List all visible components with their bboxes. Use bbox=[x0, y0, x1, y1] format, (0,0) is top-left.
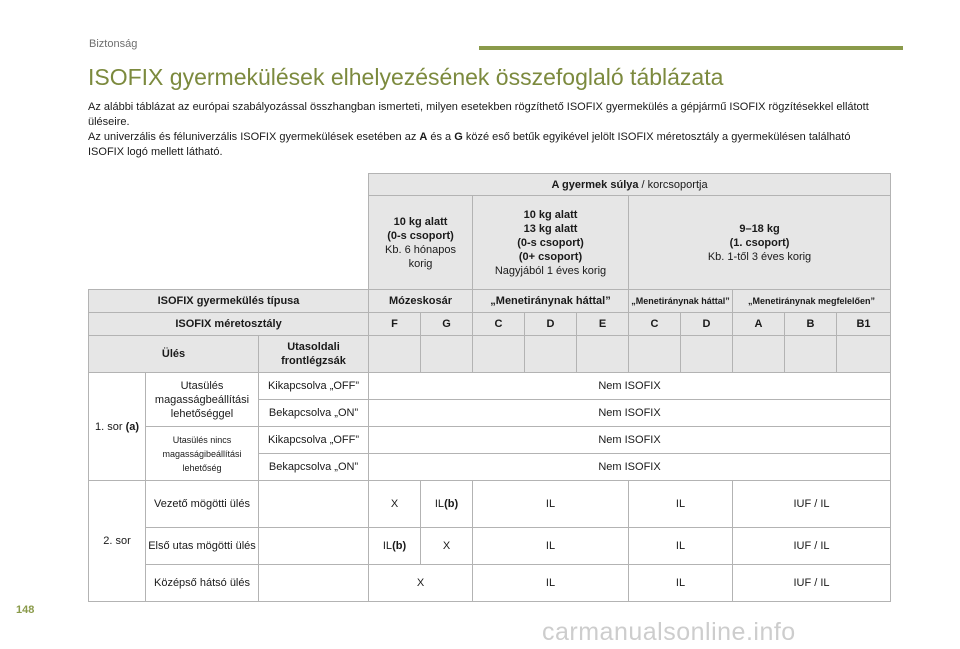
not-isofix-cell: Nem ISOFIX bbox=[369, 373, 891, 400]
not-isofix-cell: Nem ISOFIX bbox=[369, 454, 891, 481]
size-class: A bbox=[733, 313, 785, 336]
rear-seat-value: IL bbox=[473, 565, 629, 602]
seat-without-height-adjust: Utasülés nincs magasságibeállítási lehetőség bbox=[146, 427, 259, 481]
size-class: E bbox=[577, 313, 629, 336]
size-class: G bbox=[421, 313, 473, 336]
seat-type-label: ISOFIX gyermekülés típusa bbox=[89, 290, 369, 313]
row-2-label: 2. sor bbox=[89, 481, 146, 602]
size-class: C bbox=[629, 313, 681, 336]
intro-text bbox=[88, 100, 878, 160]
rear-seat-value: IL(b) bbox=[421, 481, 473, 528]
rear-seat-name: Középső hátsó ülés bbox=[146, 565, 259, 602]
type-rear-facing: „Menetiránynak háttal” bbox=[473, 290, 629, 313]
airbag-on: Bekapcsolva „ON” bbox=[259, 400, 369, 427]
rear-seat-value: IL(b) bbox=[369, 528, 421, 565]
rear-seat-value: IL bbox=[473, 528, 629, 565]
size-class: B bbox=[785, 313, 837, 336]
rear-seat-value: IUF / IL bbox=[733, 481, 891, 528]
rear-seat-value: IUF / IL bbox=[733, 565, 891, 602]
type-carrycot: Mózeskosár bbox=[369, 290, 473, 313]
passenger-airbag-label: Utasoldali frontlégzsák bbox=[259, 336, 369, 373]
seat-label: Ülés bbox=[89, 336, 259, 373]
size-class: D bbox=[525, 313, 577, 336]
not-isofix-cell: Nem ISOFIX bbox=[369, 427, 891, 454]
rear-seat-value: IL bbox=[629, 528, 733, 565]
size-class: C bbox=[473, 313, 525, 336]
size-class: D bbox=[681, 313, 733, 336]
rear-seat-name: Vezető mögötti ülés bbox=[146, 481, 259, 528]
rear-seat-value: IL bbox=[473, 481, 629, 528]
seat-with-height-adjust: Utasülés magasságbeállítási lehetőséggel bbox=[146, 373, 259, 427]
page-number: 148 bbox=[16, 604, 35, 616]
rear-seat-value: IL bbox=[629, 565, 733, 602]
header-accent-bar bbox=[479, 46, 903, 50]
section-label: Biztonság bbox=[89, 38, 138, 50]
intro-paragraph-2: Az univerzális és féluniverzális ISOFIX gyermekülések esetében az A és a G közé eső betűk egyikével jelölt ISOFIX méretosztály a gyermekülésen található ISOFIX logó mellett látható. bbox=[88, 131, 851, 158]
rear-seat-value: IL bbox=[629, 481, 733, 528]
rear-seat-value: X bbox=[421, 528, 473, 565]
not-isofix-cell: Nem ISOFIX bbox=[369, 400, 891, 427]
airbag-off: Kikapcsolva „OFF” bbox=[259, 427, 369, 454]
group-0-header: 10 kg alatt (0-s csoport) Kb. 6 hónapos korig bbox=[369, 196, 473, 290]
watermark: carmanualsonline.info bbox=[542, 618, 796, 646]
intro-paragraph-1: Az alábbi táblázat az európai szabályozással összhangban ismerteti, milyen esetekben rögzíthető ISOFIX gyermekülés a gépjármű ISOFIX rögzítésekkel ellátott üléseire. bbox=[88, 101, 869, 128]
group-1-header: 9–18 kg (1. csoport) Kb. 1-től 3 éves korig bbox=[629, 196, 891, 290]
type-rear-facing-2: „Menetiránynak háttal” bbox=[629, 290, 733, 313]
isofix-summary-table bbox=[88, 173, 891, 602]
weight-header: A gyermek súlya / korcsoportja bbox=[369, 174, 891, 196]
type-forward-facing: „Menetiránynak megfelelően” bbox=[733, 290, 891, 313]
airbag-off: Kikapcsolva „OFF” bbox=[259, 373, 369, 400]
rear-seat-value: X bbox=[369, 481, 421, 528]
row-1-label: 1. sor (a) bbox=[89, 373, 146, 481]
page-title: ISOFIX gyermekülések elhelyezésének összefoglaló táblázata bbox=[88, 64, 724, 90]
size-class: F bbox=[369, 313, 421, 336]
rear-seat-value: X bbox=[369, 565, 473, 602]
size-class-label: ISOFIX méretosztály bbox=[89, 313, 369, 336]
airbag-on: Bekapcsolva „ON” bbox=[259, 454, 369, 481]
group-0plus-header: 10 kg alatt 13 kg alatt (0-s csoport) (0+ csoport) Nagyjából 1 éves korig bbox=[473, 196, 629, 290]
size-class: B1 bbox=[837, 313, 891, 336]
rear-seat-name: Első utas mögötti ülés bbox=[146, 528, 259, 565]
rear-seat-value: IUF / IL bbox=[733, 528, 891, 565]
